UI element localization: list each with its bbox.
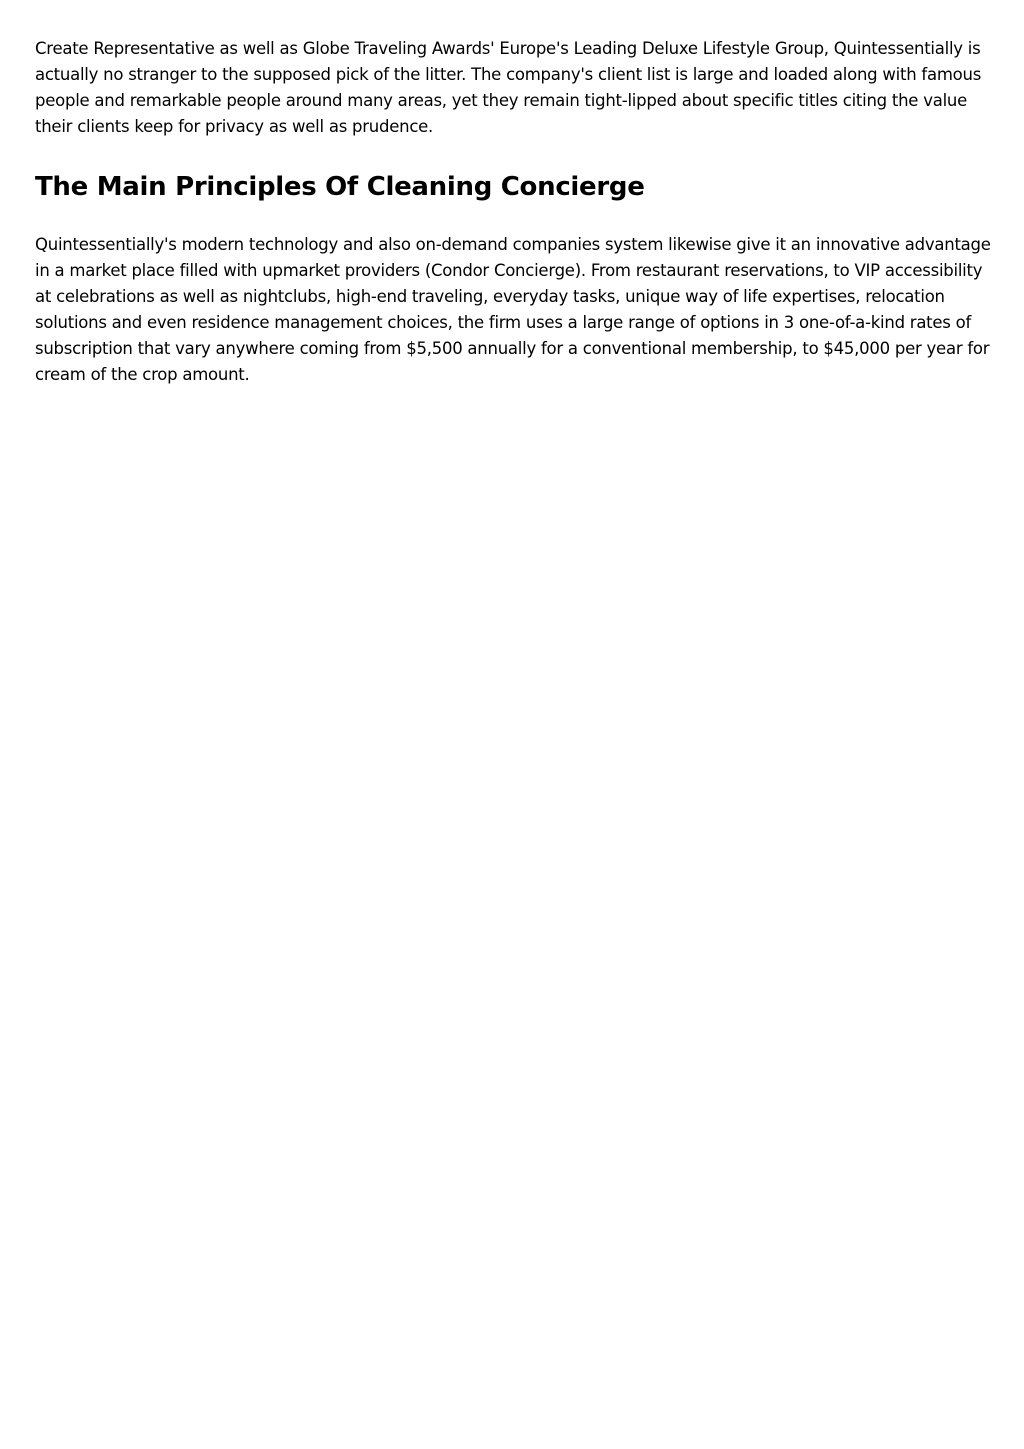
body-paragraph: Quintessentially's modern technology and also on-demand companies system likewise give it an innovative advantage in a market place filled with upmarket providers (Condor Concierge). From restaurant reservations, to VIP accessibility at celebrations as well as nightclubs, high-end traveling, everyday tasks, unique way of life expertises, relocation solutions and even residence management choices, the firm uses a large range of options in 3 one-of-a-kind rates of subscription that vary anywhere coming from $5,500 annually for a conventional membership, to $45,000 per year for cream of the crop amount.	[35, 235, 991, 384]
intro-paragraph: Create Representative as well as Globe Traveling Awards' Europe's Leading Deluxe Lifestyle Group, Quintessentially is actually no stranger to the supposed pick of the litter. The company's client list is large and loaded along with famous people and remarkable people around many areas, yet they remain tight-lipped about specific titles citing the value their clients keep for privacy as well as prudence.	[35, 39, 982, 136]
document-page	[35, 36, 995, 388]
section-heading: The Main Principles Of Cleaning Concierge	[35, 172, 645, 202]
